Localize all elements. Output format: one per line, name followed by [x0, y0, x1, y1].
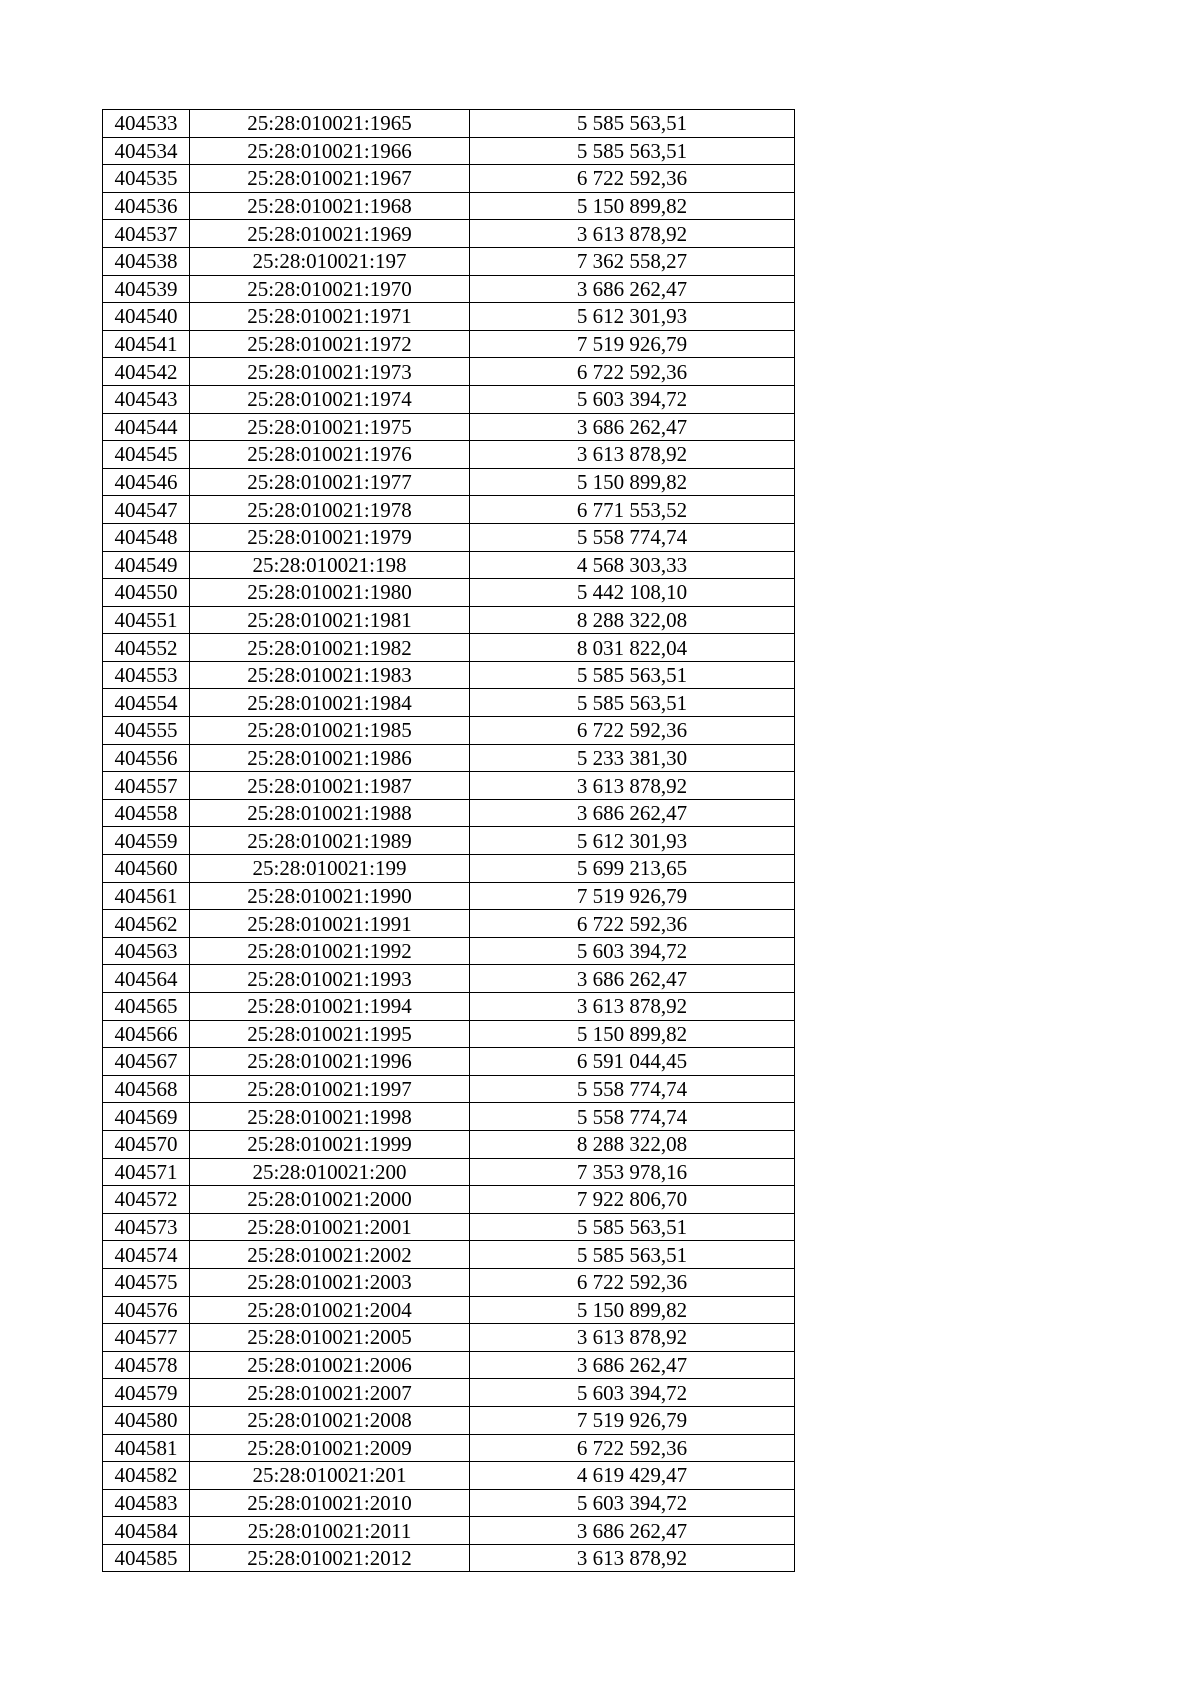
cadastral-value-cell: 7 353 978,16	[470, 1158, 795, 1186]
cadastral-number-cell: 25:28:010021:2011	[190, 1517, 470, 1545]
cadastral-value-cell: 5 603 394,72	[470, 1379, 795, 1407]
row-number-cell: 404552	[103, 634, 190, 662]
cadastral-number-cell: 25:28:010021:1992	[190, 937, 470, 965]
table-row	[103, 1544, 795, 1572]
cadastral-value-cell: 8 288 322,08	[470, 606, 795, 634]
cadastral-number-cell: 25:28:010021:2002	[190, 1241, 470, 1269]
row-number-cell: 404568	[103, 1075, 190, 1103]
cadastral-value-cell: 3 686 262,47	[470, 799, 795, 827]
cadastral-value-cell: 5 558 774,74	[470, 523, 795, 551]
table-row	[103, 1462, 795, 1490]
cadastral-number-cell: 25:28:010021:2001	[190, 1213, 470, 1241]
table-row	[103, 689, 795, 717]
cadastral-value-cell: 6 771 553,52	[470, 496, 795, 524]
cadastral-number-cell: 25:28:010021:2009	[190, 1434, 470, 1462]
row-number-cell: 404536	[103, 192, 190, 220]
table-row	[103, 330, 795, 358]
table-row	[103, 551, 795, 579]
row-number-cell: 404572	[103, 1186, 190, 1214]
cadastral-number-cell: 25:28:010021:1996	[190, 1048, 470, 1076]
table-row	[103, 275, 795, 303]
cadastral-number-cell: 25:28:010021:2004	[190, 1296, 470, 1324]
cadastral-number-cell: 25:28:010021:2008	[190, 1406, 470, 1434]
cadastral-number-cell: 25:28:010021:201	[190, 1462, 470, 1490]
row-number-cell: 404562	[103, 910, 190, 938]
cadastral-value-cell: 3 686 262,47	[470, 1351, 795, 1379]
cadastral-value-cell: 3 613 878,92	[470, 220, 795, 248]
table-row	[103, 1130, 795, 1158]
cadastral-value-cell: 6 722 592,36	[470, 1268, 795, 1296]
table-row	[103, 799, 795, 827]
cadastral-number-cell: 25:28:010021:197	[190, 247, 470, 275]
cadastral-number-cell: 25:28:010021:1973	[190, 358, 470, 386]
cadastral-number-cell: 25:28:010021:1983	[190, 661, 470, 689]
table-row	[103, 634, 795, 662]
cadastral-number-cell: 25:28:010021:2006	[190, 1351, 470, 1379]
cadastral-number-cell: 25:28:010021:1967	[190, 165, 470, 193]
cadastral-value-cell: 6 722 592,36	[470, 165, 795, 193]
row-number-cell: 404551	[103, 606, 190, 634]
cadastral-value-cell: 8 288 322,08	[470, 1130, 795, 1158]
row-number-cell: 404537	[103, 220, 190, 248]
cadastral-value-cell: 3 686 262,47	[470, 275, 795, 303]
cadastral-value-cell: 7 519 926,79	[470, 882, 795, 910]
cadastral-number-cell: 25:28:010021:2000	[190, 1186, 470, 1214]
table-row	[103, 1268, 795, 1296]
cadastral-number-cell: 25:28:010021:1999	[190, 1130, 470, 1158]
cadastral-number-cell: 25:28:010021:1975	[190, 413, 470, 441]
cadastral-number-cell: 25:28:010021:1980	[190, 579, 470, 607]
cadastral-value-cell: 3 613 878,92	[470, 1544, 795, 1572]
row-number-cell: 404575	[103, 1268, 190, 1296]
row-number-cell: 404573	[103, 1213, 190, 1241]
row-number-cell: 404561	[103, 882, 190, 910]
cadastral-number-cell: 25:28:010021:1968	[190, 192, 470, 220]
cadastral-value-cell: 6 722 592,36	[470, 1434, 795, 1462]
row-number-cell: 404553	[103, 661, 190, 689]
cadastral-value-cell: 5 150 899,82	[470, 1020, 795, 1048]
table-row	[103, 937, 795, 965]
table-row	[103, 772, 795, 800]
row-number-cell: 404547	[103, 496, 190, 524]
cadastral-number-cell: 25:28:010021:1970	[190, 275, 470, 303]
table-row	[103, 717, 795, 745]
cadastral-value-cell: 6 722 592,36	[470, 358, 795, 386]
table-row	[103, 965, 795, 993]
table-body	[103, 110, 795, 1572]
table-row	[103, 1186, 795, 1214]
table-row	[103, 827, 795, 855]
row-number-cell: 404580	[103, 1406, 190, 1434]
row-number-cell: 404540	[103, 303, 190, 331]
cadastral-number-cell: 25:28:010021:1979	[190, 523, 470, 551]
row-number-cell: 404565	[103, 993, 190, 1021]
row-number-cell: 404542	[103, 358, 190, 386]
table-row	[103, 661, 795, 689]
table-row	[103, 468, 795, 496]
row-number-cell: 404538	[103, 247, 190, 275]
row-number-cell: 404560	[103, 855, 190, 883]
cadastral-value-cell: 5 442 108,10	[470, 579, 795, 607]
cadastral-value-cell: 5 585 563,51	[470, 1241, 795, 1269]
cadastral-value-cell: 5 558 774,74	[470, 1103, 795, 1131]
row-number-cell: 404566	[103, 1020, 190, 1048]
row-number-cell: 404576	[103, 1296, 190, 1324]
table-row	[103, 855, 795, 883]
row-number-cell: 404554	[103, 689, 190, 717]
table-row	[103, 137, 795, 165]
cadastral-value-cell: 3 686 262,47	[470, 965, 795, 993]
table-row	[103, 496, 795, 524]
table-row	[103, 1517, 795, 1545]
cadastral-number-cell: 25:28:010021:1997	[190, 1075, 470, 1103]
row-number-cell: 404577	[103, 1324, 190, 1352]
cadastral-number-cell: 25:28:010021:1994	[190, 993, 470, 1021]
row-number-cell: 404581	[103, 1434, 190, 1462]
cadastral-value-cell: 5 150 899,82	[470, 192, 795, 220]
row-number-cell: 404548	[103, 523, 190, 551]
cadastral-value-cell: 5 603 394,72	[470, 385, 795, 413]
cadastral-number-cell: 25:28:010021:1969	[190, 220, 470, 248]
table-row	[103, 441, 795, 469]
cadastral-number-cell: 25:28:010021:1991	[190, 910, 470, 938]
table-row	[103, 1048, 795, 1076]
cadastral-value-cell: 5 603 394,72	[470, 1489, 795, 1517]
row-number-cell: 404585	[103, 1544, 190, 1572]
row-number-cell: 404583	[103, 1489, 190, 1517]
row-number-cell: 404539	[103, 275, 190, 303]
cadastral-number-cell: 25:28:010021:1998	[190, 1103, 470, 1131]
cadastral-number-cell: 25:28:010021:2007	[190, 1379, 470, 1407]
row-number-cell: 404567	[103, 1048, 190, 1076]
cadastral-number-cell: 25:28:010021:1978	[190, 496, 470, 524]
cadastral-number-cell: 25:28:010021:1974	[190, 385, 470, 413]
row-number-cell: 404544	[103, 413, 190, 441]
table-row	[103, 1379, 795, 1407]
row-number-cell: 404534	[103, 137, 190, 165]
cadastral-value-cell: 5 585 563,51	[470, 1213, 795, 1241]
cadastral-number-cell: 25:28:010021:1995	[190, 1020, 470, 1048]
table-row	[103, 110, 795, 138]
cadastral-value-cell: 7 362 558,27	[470, 247, 795, 275]
row-number-cell: 404571	[103, 1158, 190, 1186]
table-row	[103, 413, 795, 441]
cadastral-number-cell: 25:28:010021:198	[190, 551, 470, 579]
row-number-cell: 404541	[103, 330, 190, 358]
cadastral-value-cell: 5 585 563,51	[470, 110, 795, 138]
cadastral-value-cell: 3 613 878,92	[470, 772, 795, 800]
table-row	[103, 993, 795, 1021]
table-row	[103, 1434, 795, 1462]
row-number-cell: 404545	[103, 441, 190, 469]
row-number-cell: 404569	[103, 1103, 190, 1131]
table-row	[103, 1075, 795, 1103]
cadastral-number-cell: 25:28:010021:199	[190, 855, 470, 883]
cadastral-value-cell: 5 699 213,65	[470, 855, 795, 883]
table-row	[103, 192, 795, 220]
row-number-cell: 404550	[103, 579, 190, 607]
cadastral-number-cell: 25:28:010021:1987	[190, 772, 470, 800]
cadastral-value-cell: 7 922 806,70	[470, 1186, 795, 1214]
table-row	[103, 165, 795, 193]
cadastral-value-cell: 3 613 878,92	[470, 1324, 795, 1352]
cadastral-value-cell: 5 233 381,30	[470, 744, 795, 772]
cadastral-number-cell: 25:28:010021:2005	[190, 1324, 470, 1352]
row-number-cell: 404579	[103, 1379, 190, 1407]
row-number-cell: 404546	[103, 468, 190, 496]
table-row	[103, 1213, 795, 1241]
cadastral-number-cell: 25:28:010021:1982	[190, 634, 470, 662]
table-row	[103, 247, 795, 275]
cadastral-number-cell: 25:28:010021:1977	[190, 468, 470, 496]
cadastral-value-cell: 5 612 301,93	[470, 303, 795, 331]
cadastral-value-table	[102, 109, 795, 1572]
cadastral-number-cell: 25:28:010021:1976	[190, 441, 470, 469]
cadastral-number-cell: 25:28:010021:1993	[190, 965, 470, 993]
cadastral-number-cell: 25:28:010021:1986	[190, 744, 470, 772]
table-row	[103, 1406, 795, 1434]
cadastral-value-cell: 5 585 563,51	[470, 661, 795, 689]
row-number-cell: 404582	[103, 1462, 190, 1490]
cadastral-number-cell: 25:28:010021:2003	[190, 1268, 470, 1296]
table-row	[103, 882, 795, 910]
cadastral-value-cell: 5 612 301,93	[470, 827, 795, 855]
cadastral-value-cell: 5 558 774,74	[470, 1075, 795, 1103]
cadastral-value-cell: 5 150 899,82	[470, 468, 795, 496]
cadastral-value-cell: 5 150 899,82	[470, 1296, 795, 1324]
cadastral-value-cell: 7 519 926,79	[470, 330, 795, 358]
row-number-cell: 404584	[103, 1517, 190, 1545]
cadastral-number-cell: 25:28:010021:1965	[190, 110, 470, 138]
cadastral-value-cell: 8 031 822,04	[470, 634, 795, 662]
cadastral-value-cell: 5 585 563,51	[470, 689, 795, 717]
table-row	[103, 744, 795, 772]
cadastral-value-cell: 3 613 878,92	[470, 993, 795, 1021]
row-number-cell: 404543	[103, 385, 190, 413]
table-row	[103, 220, 795, 248]
cadastral-value-cell: 5 585 563,51	[470, 137, 795, 165]
cadastral-number-cell: 25:28:010021:2012	[190, 1544, 470, 1572]
table-row	[103, 1158, 795, 1186]
cadastral-number-cell: 25:28:010021:1984	[190, 689, 470, 717]
cadastral-value-cell: 3 686 262,47	[470, 1517, 795, 1545]
cadastral-number-cell: 25:28:010021:1985	[190, 717, 470, 745]
row-number-cell: 404557	[103, 772, 190, 800]
table-row	[103, 303, 795, 331]
row-number-cell: 404555	[103, 717, 190, 745]
table-row	[103, 358, 795, 386]
table-row	[103, 523, 795, 551]
cadastral-value-cell: 6 722 592,36	[470, 910, 795, 938]
row-number-cell: 404533	[103, 110, 190, 138]
cadastral-number-cell: 25:28:010021:1966	[190, 137, 470, 165]
cadastral-value-cell: 3 686 262,47	[470, 413, 795, 441]
cadastral-value-cell: 6 591 044,45	[470, 1048, 795, 1076]
cadastral-value-cell: 4 619 429,47	[470, 1462, 795, 1490]
cadastral-number-cell: 25:28:010021:2010	[190, 1489, 470, 1517]
table-row	[103, 1296, 795, 1324]
table-row	[103, 1103, 795, 1131]
row-number-cell: 404559	[103, 827, 190, 855]
row-number-cell: 404570	[103, 1130, 190, 1158]
row-number-cell: 404549	[103, 551, 190, 579]
row-number-cell: 404558	[103, 799, 190, 827]
table-row	[103, 1351, 795, 1379]
cadastral-value-cell: 5 603 394,72	[470, 937, 795, 965]
table-row	[103, 385, 795, 413]
row-number-cell: 404574	[103, 1241, 190, 1269]
cadastral-number-cell: 25:28:010021:1971	[190, 303, 470, 331]
cadastral-number-cell: 25:28:010021:1972	[190, 330, 470, 358]
cadastral-number-cell: 25:28:010021:1989	[190, 827, 470, 855]
table-row	[103, 1020, 795, 1048]
table-row	[103, 1489, 795, 1517]
row-number-cell: 404563	[103, 937, 190, 965]
row-number-cell: 404578	[103, 1351, 190, 1379]
cadastral-value-cell: 7 519 926,79	[470, 1406, 795, 1434]
cadastral-value-cell: 6 722 592,36	[470, 717, 795, 745]
row-number-cell: 404556	[103, 744, 190, 772]
cadastral-number-cell: 25:28:010021:200	[190, 1158, 470, 1186]
cadastral-number-cell: 25:28:010021:1981	[190, 606, 470, 634]
table-row	[103, 579, 795, 607]
cadastral-value-cell: 3 613 878,92	[470, 441, 795, 469]
row-number-cell: 404535	[103, 165, 190, 193]
table-row	[103, 1324, 795, 1352]
table-row	[103, 606, 795, 634]
row-number-cell: 404564	[103, 965, 190, 993]
cadastral-value-cell: 4 568 303,33	[470, 551, 795, 579]
table-row	[103, 1241, 795, 1269]
table-row	[103, 910, 795, 938]
cadastral-number-cell: 25:28:010021:1990	[190, 882, 470, 910]
cadastral-number-cell: 25:28:010021:1988	[190, 799, 470, 827]
